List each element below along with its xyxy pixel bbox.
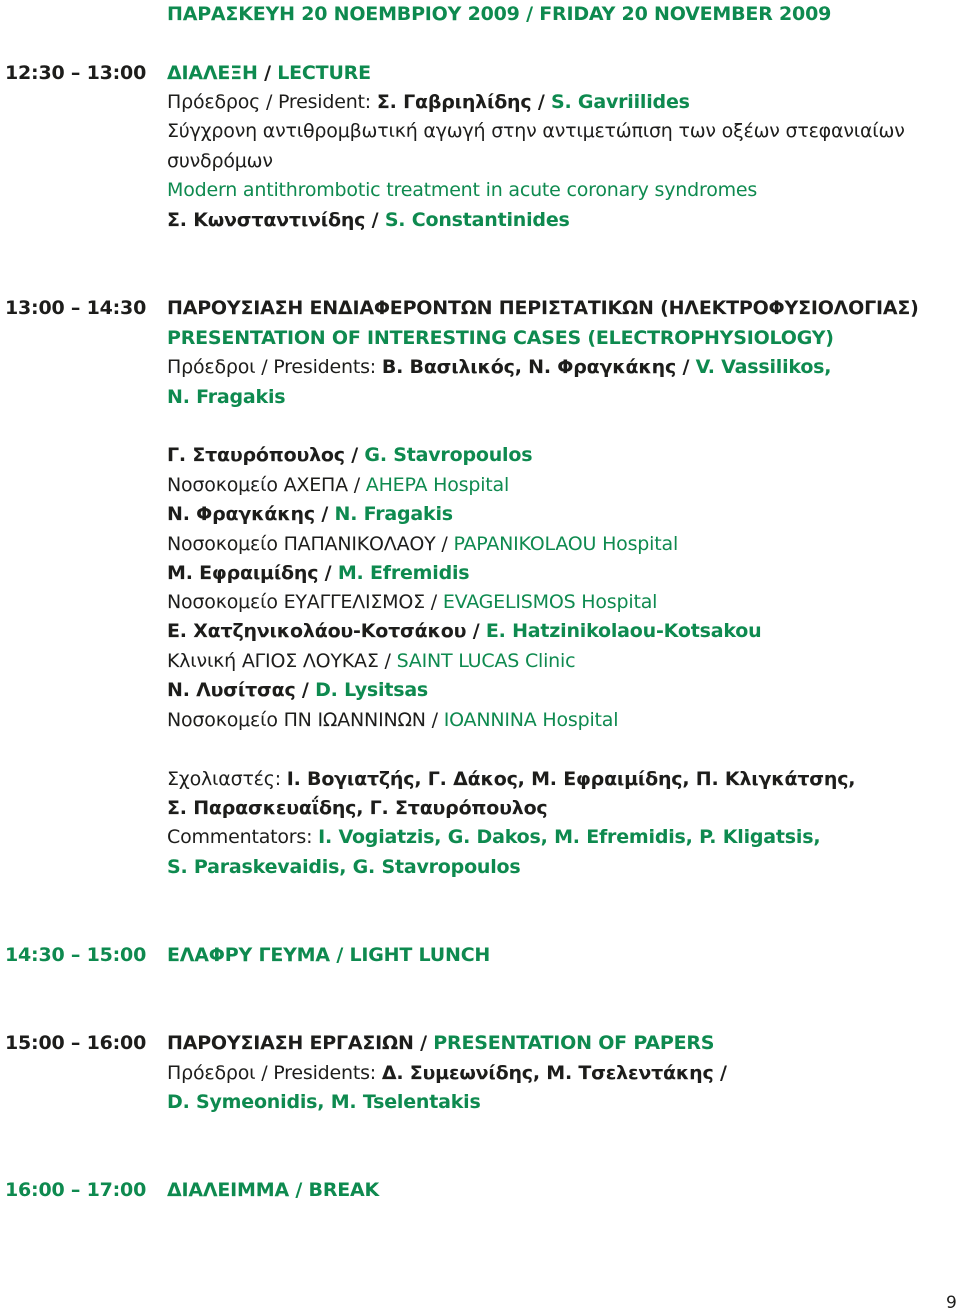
- page-number: 9: [946, 1293, 957, 1313]
- hospital-gr: Νοσοκομείο ΠΝ ΙΩΑΝΝΙΝΩΝ: [167, 709, 426, 731]
- hospital-sep: /: [378, 650, 397, 672]
- presidents-en: V. Vassilikos,: [695, 356, 832, 378]
- commentators-en: [167, 826, 820, 848]
- speaker-sep: /: [365, 209, 385, 231]
- title-en: PRESENTATION OF PAPERS: [433, 1032, 715, 1054]
- topic-greek-line-2: συνδρόμων: [167, 150, 273, 172]
- session-time: 15:00 – 16:00: [5, 1032, 147, 1054]
- hospital-en: PAPANIKOLAOU Hospital: [453, 533, 679, 555]
- speaker-en: N. Fragakis: [334, 503, 453, 525]
- speaker-sep: /: [314, 503, 335, 525]
- session-title: [167, 944, 490, 966]
- speaker-hospital: [167, 474, 509, 496]
- presidents-gr: Δ. Συμεωνίδης, Μ. Τσελεντάκης /: [381, 1062, 727, 1084]
- hospital-gr: Νοσοκομείο ΑΧΕΠΑ: [167, 474, 348, 496]
- session-title-en: PRESENTATION OF INTERESTING CASES (ELECTROPHYSIOLOGY): [167, 327, 834, 349]
- hospital-en: SAINT LUCAS Clinic: [396, 650, 576, 672]
- presidents-label: Πρόεδρος / President:: [167, 91, 377, 113]
- hospital-en: EVAGELISMOS Hospital: [442, 591, 658, 613]
- title-sep: /: [329, 944, 350, 966]
- session-presidents: [167, 91, 690, 113]
- speaker-name: [167, 620, 761, 642]
- day-header: ΠΑΡΑΣΚΕΥΗ 20 ΝΟΕΜΒΡΙΟΥ 2009 / FRIDAY 20 NOVEMBER 2009: [167, 3, 832, 25]
- president-sep: /: [531, 91, 552, 113]
- speaker-en: S. Constantinides: [384, 209, 570, 231]
- speaker-en: E. Hatzinikolaou-Kotsakou: [485, 620, 762, 642]
- commentators-gr: [167, 768, 855, 790]
- hospital-sep: /: [425, 709, 444, 731]
- title-sep: /: [257, 62, 278, 84]
- president-gr: Σ. Γαβριηλίδης: [376, 91, 532, 113]
- hospital-gr: Νοσοκομείο ΠΑΠΑΝΙΚΟΛΑΟΥ: [167, 533, 436, 555]
- speaker-name: [167, 562, 469, 584]
- title-en: BREAK: [308, 1179, 380, 1201]
- session-time: 14:30 – 15:00: [5, 944, 147, 966]
- hospital-en: IOANNINA Hospital: [443, 709, 619, 731]
- title-gr: ΕΛΑΦΡΥ ΓΕΥΜΑ: [167, 944, 330, 966]
- speaker-sep: /: [295, 679, 316, 701]
- speaker-hospital: [167, 591, 657, 613]
- commentators-names-en: I. Vogiatzis, G. Dakos, M. Efremidis, P. Kligatsis,: [318, 826, 821, 848]
- speaker-sep: /: [344, 444, 365, 466]
- title-gr: ΠΑΡΟΥΣΙΑΣΗ ΕΡΓΑΣΙΩΝ: [167, 1032, 414, 1054]
- commentators-gr-line-2: Σ. Παρασκευαΐδης, Γ. Σταυρόπουλος: [167, 797, 548, 819]
- session-time: 13:00 – 14:30: [5, 297, 147, 319]
- title-gr: ΔΙΑΛΕΙΜΜΑ: [167, 1179, 289, 1201]
- president-en: S. Gavriilides: [551, 91, 690, 113]
- title-en: LECTURE: [277, 62, 371, 84]
- speaker-sep: /: [318, 562, 338, 584]
- speaker-en: D. Lysitsas: [315, 679, 429, 701]
- speaker-en: M. Efremidis: [337, 562, 470, 584]
- topic-english: Modern antithrombotic treatment in acute coronary syndromes: [167, 179, 758, 201]
- session-title: [167, 62, 371, 84]
- hospital-gr: Νοσοκομείο ΕΥΑΓΓΕΛΙΣΜΟΣ: [167, 591, 425, 613]
- commentators-label-en: Commentators:: [167, 826, 319, 848]
- hospital-sep: /: [347, 474, 366, 496]
- commentators-names-gr: Ι. Βογιατζής, Γ. Δάκος, Μ. Εφραιμίδης, Π. Κλιγκάτσης,: [286, 768, 856, 790]
- hospital-sep: /: [424, 591, 443, 613]
- speaker-hospital: [167, 650, 575, 672]
- speaker-gr: Ε. Χατζηνικολάου-Κοτσάκου: [167, 620, 467, 642]
- presidents-gr: Β. Βασιλικός, Ν. Φραγκάκης: [381, 356, 677, 378]
- speaker-hospital: [167, 533, 678, 555]
- speaker-en: G. Stavropoulos: [364, 444, 533, 466]
- speaker-gr: Γ. Σταυρόπουλος: [167, 444, 345, 466]
- title-gr: ΔΙΑΛΕΞΗ: [167, 62, 258, 84]
- session-time: 16:00 – 17:00: [5, 1179, 147, 1201]
- session-title-gr: ΠΑΡΟΥΣΙΑΣΗ ΕΝΔΙΑΦΕΡΟΝΤΩΝ ΠΕΡΙΣΤΑΤΙΚΩΝ (ΗΛΕΚΤΡΟΦΥΣΙΟΛΟΓΙΑΣ): [167, 297, 919, 319]
- speaker-gr: Ν. Λυσίτσας: [167, 679, 296, 701]
- presidents-sep: /: [676, 356, 696, 378]
- session-time: 12:30 – 13:00: [5, 62, 147, 84]
- session-title: [167, 1032, 714, 1054]
- title-en: LIGHT LUNCH: [349, 944, 491, 966]
- title-sep: /: [288, 1179, 309, 1201]
- speaker-sep: /: [466, 620, 486, 642]
- speaker-hospital: [167, 709, 618, 731]
- presidents-en-line-2: N. Fragakis: [167, 386, 286, 408]
- hospital-en: AHEPA Hospital: [365, 474, 510, 496]
- speaker-gr: Μ. Εφραιμίδης: [167, 562, 319, 584]
- hospital-gr: Κλινική ΑΓΙΟΣ ΛΟΥΚΑΣ: [167, 650, 379, 672]
- hospital-sep: /: [435, 533, 454, 555]
- session-presidents: [167, 356, 831, 378]
- speaker: [167, 209, 570, 231]
- speaker-name: [167, 444, 532, 466]
- presidents-label: Πρόεδροι / Presidents:: [167, 1062, 382, 1084]
- commentators-label-gr: Σχολιαστές:: [167, 768, 287, 790]
- presidents-en: D. Symeonidis, M. Tselentakis: [167, 1091, 481, 1113]
- speaker-gr: Ν. Φραγκάκης: [167, 503, 315, 525]
- speaker-gr: Σ. Κωνσταντινίδης: [167, 209, 366, 231]
- title-sep: /: [413, 1032, 434, 1054]
- commentators-en-line-2: S. Paraskevaidis, G. Stavropoulos: [167, 856, 521, 878]
- session-presidents: [167, 1062, 727, 1084]
- topic-greek-line-1: Σύγχρονη αντιθρομβωτική αγωγή στην αντιμετώπιση των οξέων στεφανιαίων: [167, 120, 905, 142]
- presidents-label: Πρόεδροι / Presidents:: [167, 356, 382, 378]
- speaker-name: [167, 679, 428, 701]
- speaker-name: [167, 503, 453, 525]
- session-title: [167, 1179, 379, 1201]
